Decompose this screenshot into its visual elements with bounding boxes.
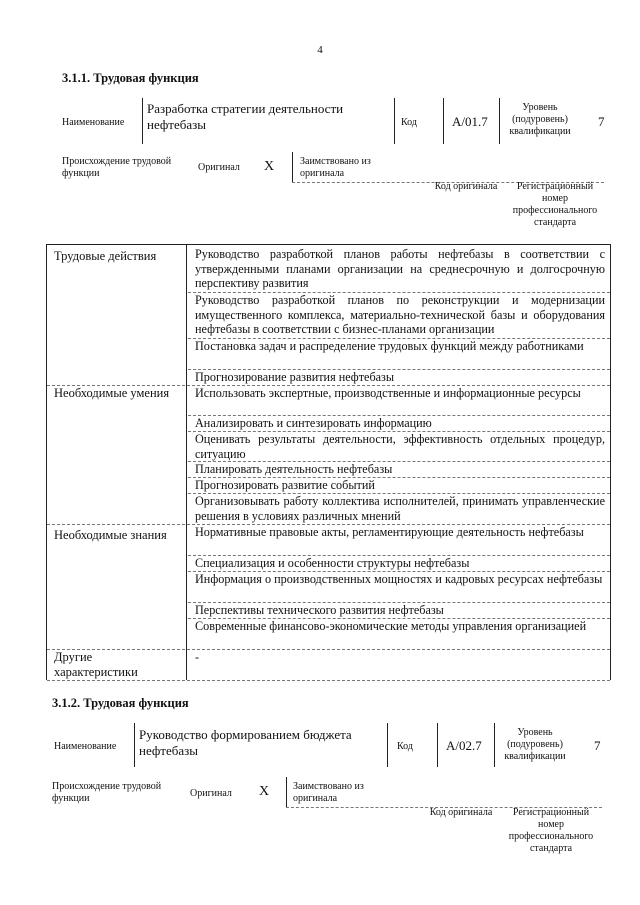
- skill-item: Анализировать и синтезировать информацию: [195, 416, 432, 430]
- knowledge-item: Перспективы технического развития нефтебазы: [195, 603, 444, 617]
- table-right-border: [610, 244, 611, 680]
- name-box-left-border: [142, 98, 143, 144]
- skill-item: Использовать экспертные, производственные и информационные ресурсы: [195, 386, 581, 400]
- section-title-3-1-2: 3.1.2. Трудовая функция: [52, 696, 189, 710]
- origin-label: Происхождение трудовой функции: [62, 156, 172, 179]
- knowledge-item: Специализация и особенности структуры нефтебазы: [195, 556, 470, 570]
- original-mark: X: [259, 784, 270, 799]
- knowledge-label: Необходимые знания: [54, 528, 167, 542]
- name-box-left-border: [134, 723, 135, 767]
- name-box-right-border: [394, 98, 395, 144]
- skills-label: Необходимые умения: [54, 386, 170, 400]
- borrowed-label: Заимствовано из оригинала: [300, 156, 371, 179]
- table-left-border: [46, 244, 47, 680]
- skill-item: Планировать деятельность нефтебазы: [195, 462, 393, 476]
- knowledge-item: Современные финансово-экономические методы управления организацией: [195, 619, 587, 633]
- name-label: Наименование: [62, 117, 125, 128]
- name-box-right-border: [387, 723, 388, 767]
- original-label: Оригинал: [190, 788, 232, 799]
- action-item: Руководство разработкой планов работы нефтебазы в соответствии с утвержденными планами организации на среднесрочную и долгосрочную перспективу развития: [195, 247, 605, 290]
- origin-label: Происхождение трудовой функции: [52, 781, 162, 804]
- skill-item: Прогнозировать развитие событий: [195, 478, 375, 492]
- origin-divider: [292, 152, 293, 182]
- page-number: 4: [317, 44, 323, 56]
- skill-item: Организовывать работу коллектива исполнителей, принимать управленческие решения в условиях различных мнений: [195, 494, 605, 523]
- code-box-left-border: [437, 723, 438, 767]
- function-code: A/02.7: [446, 738, 482, 753]
- actions-label: Трудовые действия: [54, 249, 157, 263]
- function-name: Руководство формированием бюджета нефтебазы: [139, 727, 352, 758]
- original-label: Оригинал: [198, 162, 240, 173]
- function-code: A/01.7: [452, 114, 488, 129]
- action-item: Прогнозирование развития нефтебазы: [195, 370, 395, 384]
- section-title-3-1-1: 3.1.1. Трудовая функция: [62, 71, 199, 85]
- qualification-level: 7: [598, 114, 605, 129]
- other-characteristics-value: -: [195, 650, 200, 664]
- knowledge-item: Нормативные правовые акты, регламентирующие деятельность нефтебазы: [195, 525, 584, 539]
- code-box-right-border: [494, 723, 495, 767]
- original-mark: X: [264, 159, 275, 174]
- code-label: Код: [397, 741, 413, 752]
- other-characteristics-label: Другие характеристики: [54, 650, 138, 679]
- qualification-level-label: Уровень (подуровень) квалификации: [509, 102, 571, 137]
- registration-number-label: Регистрационный номер профессионального стандарта: [512, 181, 598, 228]
- table-bottom-border: [47, 680, 610, 681]
- action-item: Постановка задач и распределение трудовых функций между работниками: [195, 339, 584, 353]
- code-box-right-border: [499, 98, 500, 144]
- origin-divider: [286, 777, 287, 807]
- table-column-divider: [186, 244, 187, 680]
- code-box-left-border: [443, 98, 444, 144]
- action-item: Руководство разработкой планов по реконструкции и модернизации имущественного комплекса, материально-технической базы и оборудования нефтебазы в соответствии с бизнес-планами организации: [195, 293, 605, 336]
- name-label: Наименование: [54, 741, 117, 752]
- original-code-label: Код оригинала: [434, 181, 498, 192]
- borrowed-label: Заимствовано из оригинала: [293, 781, 364, 804]
- skill-item: Оценивать результаты деятельности, эффективность отдельных процедур, ситуацию: [195, 432, 605, 461]
- qualification-level: 7: [594, 738, 601, 753]
- code-label: Код: [401, 117, 417, 128]
- knowledge-item: Информация о производственных мощностях и кадровых ресурсах нефтебазы: [195, 572, 603, 586]
- original-code-label: Код оригинала: [429, 807, 493, 818]
- qualification-level-label: Уровень (подуровень) квалификации: [504, 727, 566, 762]
- registration-number-label: Регистрационный номер профессионального стандарта: [508, 807, 594, 854]
- table-top-border: [46, 244, 611, 245]
- function-name: Разработка стратегии деятельности нефтебазы: [147, 101, 344, 132]
